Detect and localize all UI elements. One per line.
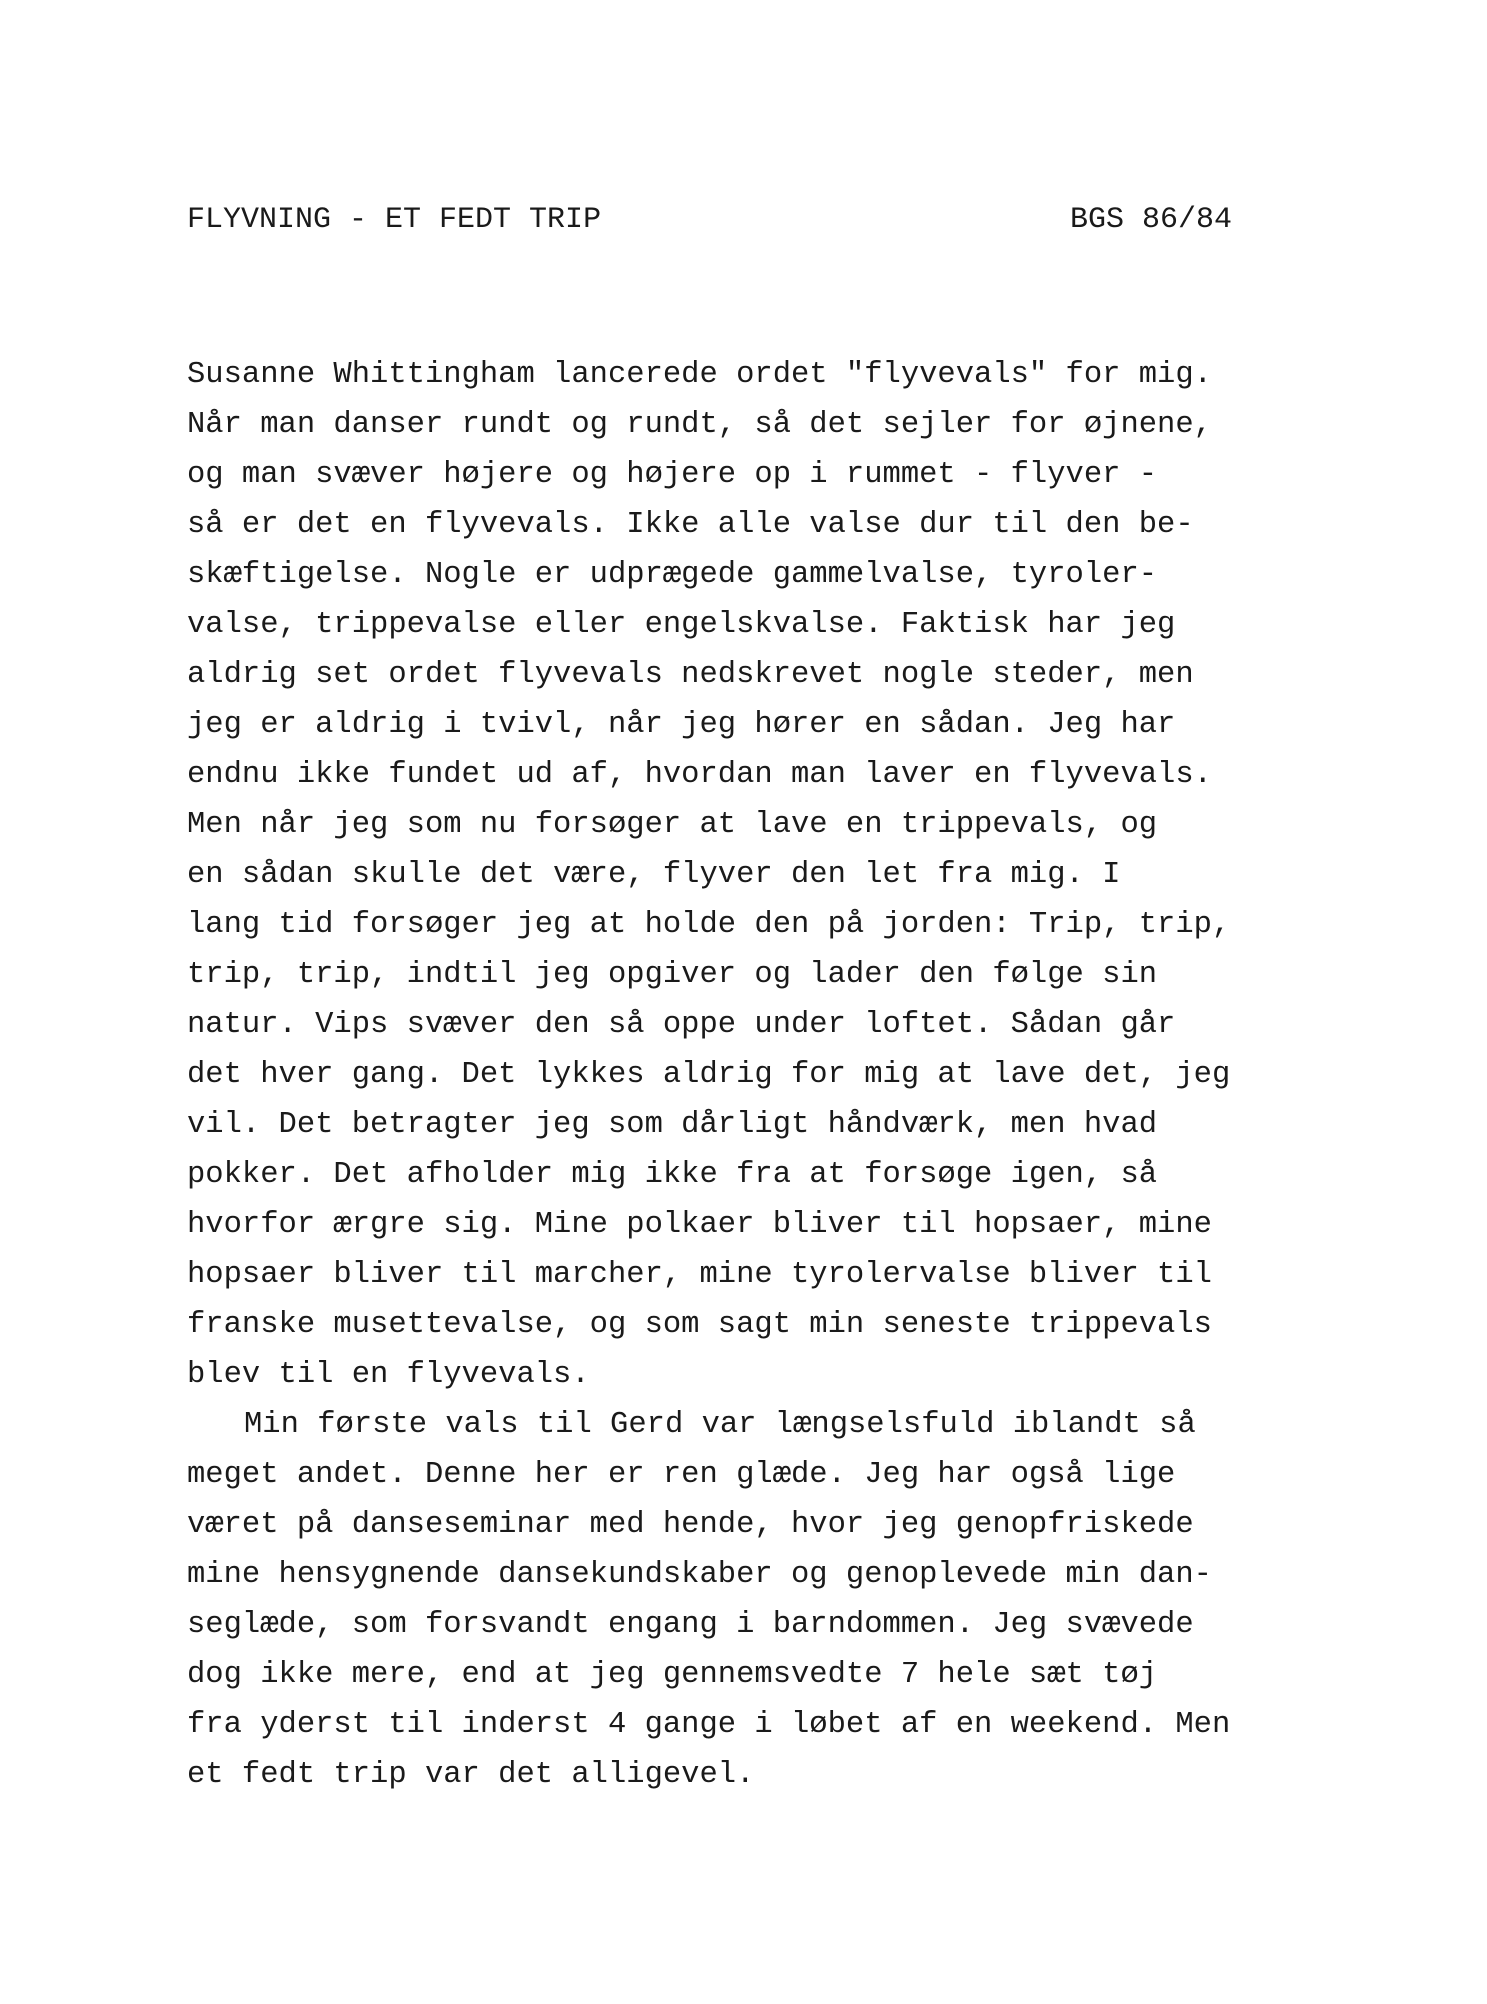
text-line: seglæde, som forsvandt engang i barndommen. Jeg svævede: [187, 1608, 1194, 1642]
text-line: så er det en flyvevals. Ikke alle valse dur til den be-: [187, 508, 1194, 542]
text-line: det hver gang. Det lykkes aldrig for mig at lave det, jeg: [187, 1058, 1231, 1092]
document-body: [187, 350, 1337, 1800]
text-line: fra yderst til inderst 4 gange i løbet af en weekend. Men: [187, 1708, 1231, 1742]
text-line: et fedt trip var det alligevel.: [187, 1758, 755, 1792]
paragraph: [187, 1400, 1337, 1800]
text-line: og man svæver højere og højere op i rummet - flyver -: [187, 458, 1158, 492]
text-line: aldrig set ordet flyvevals nedskrevet nogle steder, men: [187, 658, 1194, 692]
text-line: meget andet. Denne her er ren glæde. Jeg har også lige: [187, 1458, 1176, 1492]
text-line: hvorfor ærgre sig. Mine polkaer bliver til hopsaer, mine: [187, 1208, 1212, 1242]
text-line: valse, trippevalse eller engelskvalse. Faktisk har jeg: [187, 608, 1176, 642]
text-line: endnu ikke fundet ud af, hvordan man laver en flyvevals.: [187, 758, 1212, 792]
page-header: [187, 200, 1232, 240]
text-line: pokker. Det afholder mig ikke fra at forsøge igen, så: [187, 1158, 1158, 1192]
paragraph: [187, 350, 1337, 1400]
text-line: hopsaer bliver til marcher, mine tyrolervalse bliver til: [187, 1258, 1212, 1292]
text-line: Min første vals til Gerd var længselsfuld iblandt så: [244, 1408, 1196, 1442]
text-line: natur. Vips svæver den så oppe under loftet. Sådan går: [187, 1008, 1176, 1042]
text-line: vil. Det betragter jeg som dårligt håndværk, men hvad: [187, 1108, 1158, 1142]
text-line: Susanne Whittingham lancerede ordet "flyvevals" for mig.: [187, 358, 1212, 392]
text-line: lang tid forsøger jeg at holde den på jorden: Trip, trip,: [187, 908, 1231, 942]
text-line: dog ikke mere, end at jeg gennemsvedte 7 hele sæt tøj: [187, 1658, 1158, 1692]
text-line: Men når jeg som nu forsøger at lave en trippevals, og: [187, 808, 1158, 842]
document-title: FLYVNING - ET FEDT TRIP: [187, 203, 602, 237]
text-line: jeg er aldrig i tvivl, når jeg hører en sådan. Jeg har: [187, 708, 1176, 742]
text-line: trip, trip, indtil jeg opgiver og lader den følge sin: [187, 958, 1158, 992]
text-line: mine hensygnende dansekundskaber og genoplevede min dan-: [187, 1558, 1212, 1592]
text-line: skæftigelse. Nogle er udprægede gammelvalse, tyroler-: [187, 558, 1158, 592]
document-reference: BGS 86/84: [1069, 203, 1232, 237]
text-line: Når man danser rundt og rundt, så det sejler for øjnene,: [187, 408, 1212, 442]
text-line: blev til en flyvevals.: [187, 1358, 590, 1392]
text-line: været på danseseminar med hende, hvor jeg genopfriskede: [187, 1508, 1194, 1542]
text-line: franske musettevalse, og som sagt min seneste trippevals: [187, 1308, 1212, 1342]
text-line: en sådan skulle det være, flyver den let fra mig. I: [187, 858, 1121, 892]
